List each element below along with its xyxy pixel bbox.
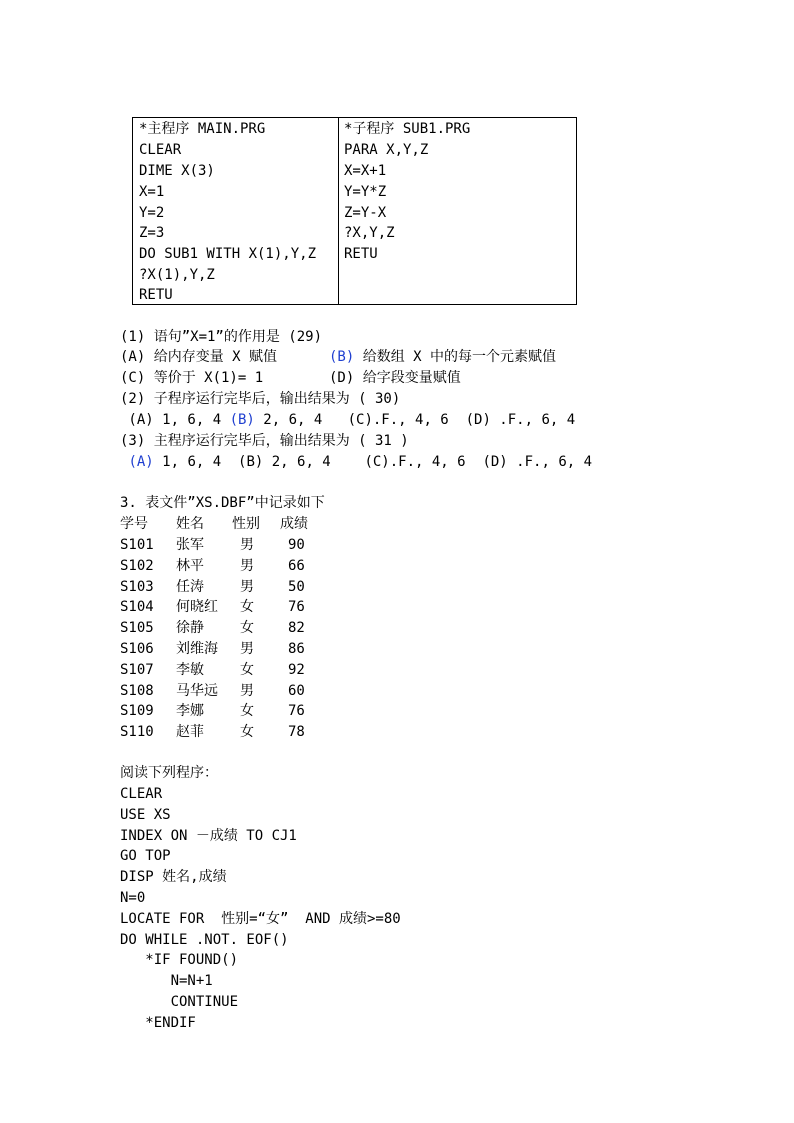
table-cell: 李敏 xyxy=(176,662,204,678)
main-line: Y=2 xyxy=(139,205,165,221)
option-b-letter: (B) xyxy=(229,412,255,428)
code-line: CONTINUE xyxy=(120,994,239,1010)
table-cell: 82 xyxy=(288,620,305,636)
table-cell: 女 xyxy=(240,662,254,678)
code-line: CLEAR xyxy=(120,786,163,802)
sub-line: X=X+1 xyxy=(344,163,387,179)
table-cell: S110 xyxy=(120,724,154,740)
sub-line: ?X,Y,Z xyxy=(344,225,395,241)
question-1-option-b xyxy=(329,347,556,367)
table-cell: 马华远 xyxy=(176,683,218,699)
header-cell: 性别 xyxy=(232,516,260,532)
table-cell: 女 xyxy=(240,724,254,740)
table-cell: 徐静 xyxy=(176,620,204,636)
table-cell: S105 xyxy=(120,620,154,636)
sub-line: Y=Y*Z xyxy=(344,184,387,200)
table-cell: S109 xyxy=(120,703,154,719)
question-2: (2) 子程序运行完毕后，输出结果为 ( 30) xyxy=(120,391,401,407)
table-cell: 男 xyxy=(240,537,254,553)
table-cell: 76 xyxy=(288,599,305,615)
table-cell: S108 xyxy=(120,683,154,699)
table-cell: 女 xyxy=(240,599,254,615)
code-line: DO WHILE .NOT. EOF() xyxy=(120,932,289,948)
main-line: X=1 xyxy=(139,184,165,200)
section-3-title: 3. 表文件”XS.DBF”中记录如下 xyxy=(120,495,325,511)
table-cell: 60 xyxy=(288,683,305,699)
table-cell: S104 xyxy=(120,599,154,615)
options-rest: 2, 6, 4 (C).F., 4, 6 (D) .F., 6, 4 xyxy=(254,412,576,428)
question-1-option-a: (A) 给内存变量 X 赋值 xyxy=(120,349,278,365)
header-cell: 姓名 xyxy=(176,516,204,532)
read-program-label: 阅读下列程序： xyxy=(120,765,218,781)
table-cell: S106 xyxy=(120,641,154,657)
table-cell: 90 xyxy=(288,537,305,553)
table-cell: 男 xyxy=(240,579,254,595)
main-line: RETU xyxy=(139,287,173,303)
table-cell: 任涛 xyxy=(176,579,204,595)
table-cell: 赵菲 xyxy=(176,724,204,740)
table-cell: 男 xyxy=(240,683,254,699)
option-a-text: (A) 1, 6, 4 xyxy=(120,412,230,428)
table-cell: S103 xyxy=(120,579,154,595)
question-3: (3) 主程序运行完毕后，输出结果为 ( 31 ) xyxy=(120,433,409,449)
code-line: DISP 姓名,成绩 xyxy=(120,869,227,885)
code-line: N=N+1 xyxy=(120,973,213,989)
code-line: *ENDIF xyxy=(120,1015,196,1031)
main-line: ?X(1),Y,Z xyxy=(139,267,215,283)
code-line: *IF FOUND() xyxy=(120,952,239,968)
question-3-options xyxy=(120,452,592,472)
table-cell: 女 xyxy=(240,703,254,719)
main-line: CLEAR xyxy=(139,142,182,158)
table-cell: 男 xyxy=(240,558,254,574)
header-cell: 成绩 xyxy=(280,516,308,532)
program-table xyxy=(132,117,577,305)
code-line: GO TOP xyxy=(120,848,171,864)
options-rest: 1, 6, 4 (B) 2, 6, 4 (C).F., 4, 6 (D) .F., 6, 4 xyxy=(153,454,593,470)
table-cell: 女 xyxy=(240,620,254,636)
table-cell: 李娜 xyxy=(176,703,204,719)
table-cell: 张军 xyxy=(176,537,204,553)
table-cell: 86 xyxy=(288,641,305,657)
option-b-letter: (B) xyxy=(329,349,355,365)
table-cell: 76 xyxy=(288,703,305,719)
code-line: N=0 xyxy=(120,890,146,906)
main-line: DO SUB1 WITH X(1),Y,Z xyxy=(139,246,317,262)
main-line: DIME X(3) xyxy=(139,163,215,179)
table-cell: S107 xyxy=(120,662,154,678)
sub-line: RETU xyxy=(344,246,378,262)
table-cell: 50 xyxy=(288,579,305,595)
option-a-letter: (A) xyxy=(128,454,154,470)
code-line: LOCATE FOR 性别=“女” AND 成绩>=80 xyxy=(120,911,401,927)
table-cell: 66 xyxy=(288,558,305,574)
table-cell: 78 xyxy=(288,724,305,740)
table-cell: 92 xyxy=(288,662,305,678)
main-line: *主程序 MAIN.PRG xyxy=(139,121,266,137)
question-1: (1) 语句”X=1”的作用是 (29) xyxy=(120,329,323,345)
option-b-text: 给数组 X 中的每一个元素赋值 xyxy=(354,349,557,365)
table-cell: S101 xyxy=(120,537,154,553)
table-cell: 何晓红 xyxy=(176,599,218,615)
table-cell: S102 xyxy=(120,558,154,574)
table-divider xyxy=(338,118,339,304)
table-cell: 男 xyxy=(240,641,254,657)
table-cell: 刘维海 xyxy=(176,641,218,657)
main-line: Z=3 xyxy=(139,225,165,241)
code-line: USE XS xyxy=(120,807,171,823)
sub-line: Z=Y-X xyxy=(344,205,387,221)
header-cell: 学号 xyxy=(120,516,148,532)
question-1-option-c: (C) 等价于 X(1)= 1 xyxy=(120,370,264,386)
code-line: INDEX ON －成绩 TO CJ1 xyxy=(120,828,297,844)
sub-line: PARA X,Y,Z xyxy=(344,142,429,158)
table-cell: 林平 xyxy=(176,558,204,574)
question-2-options xyxy=(120,410,575,430)
sub-line: *子程序 SUB1.PRG xyxy=(344,121,471,137)
question-1-option-d: (D) 给字段变量赋值 xyxy=(329,370,461,386)
